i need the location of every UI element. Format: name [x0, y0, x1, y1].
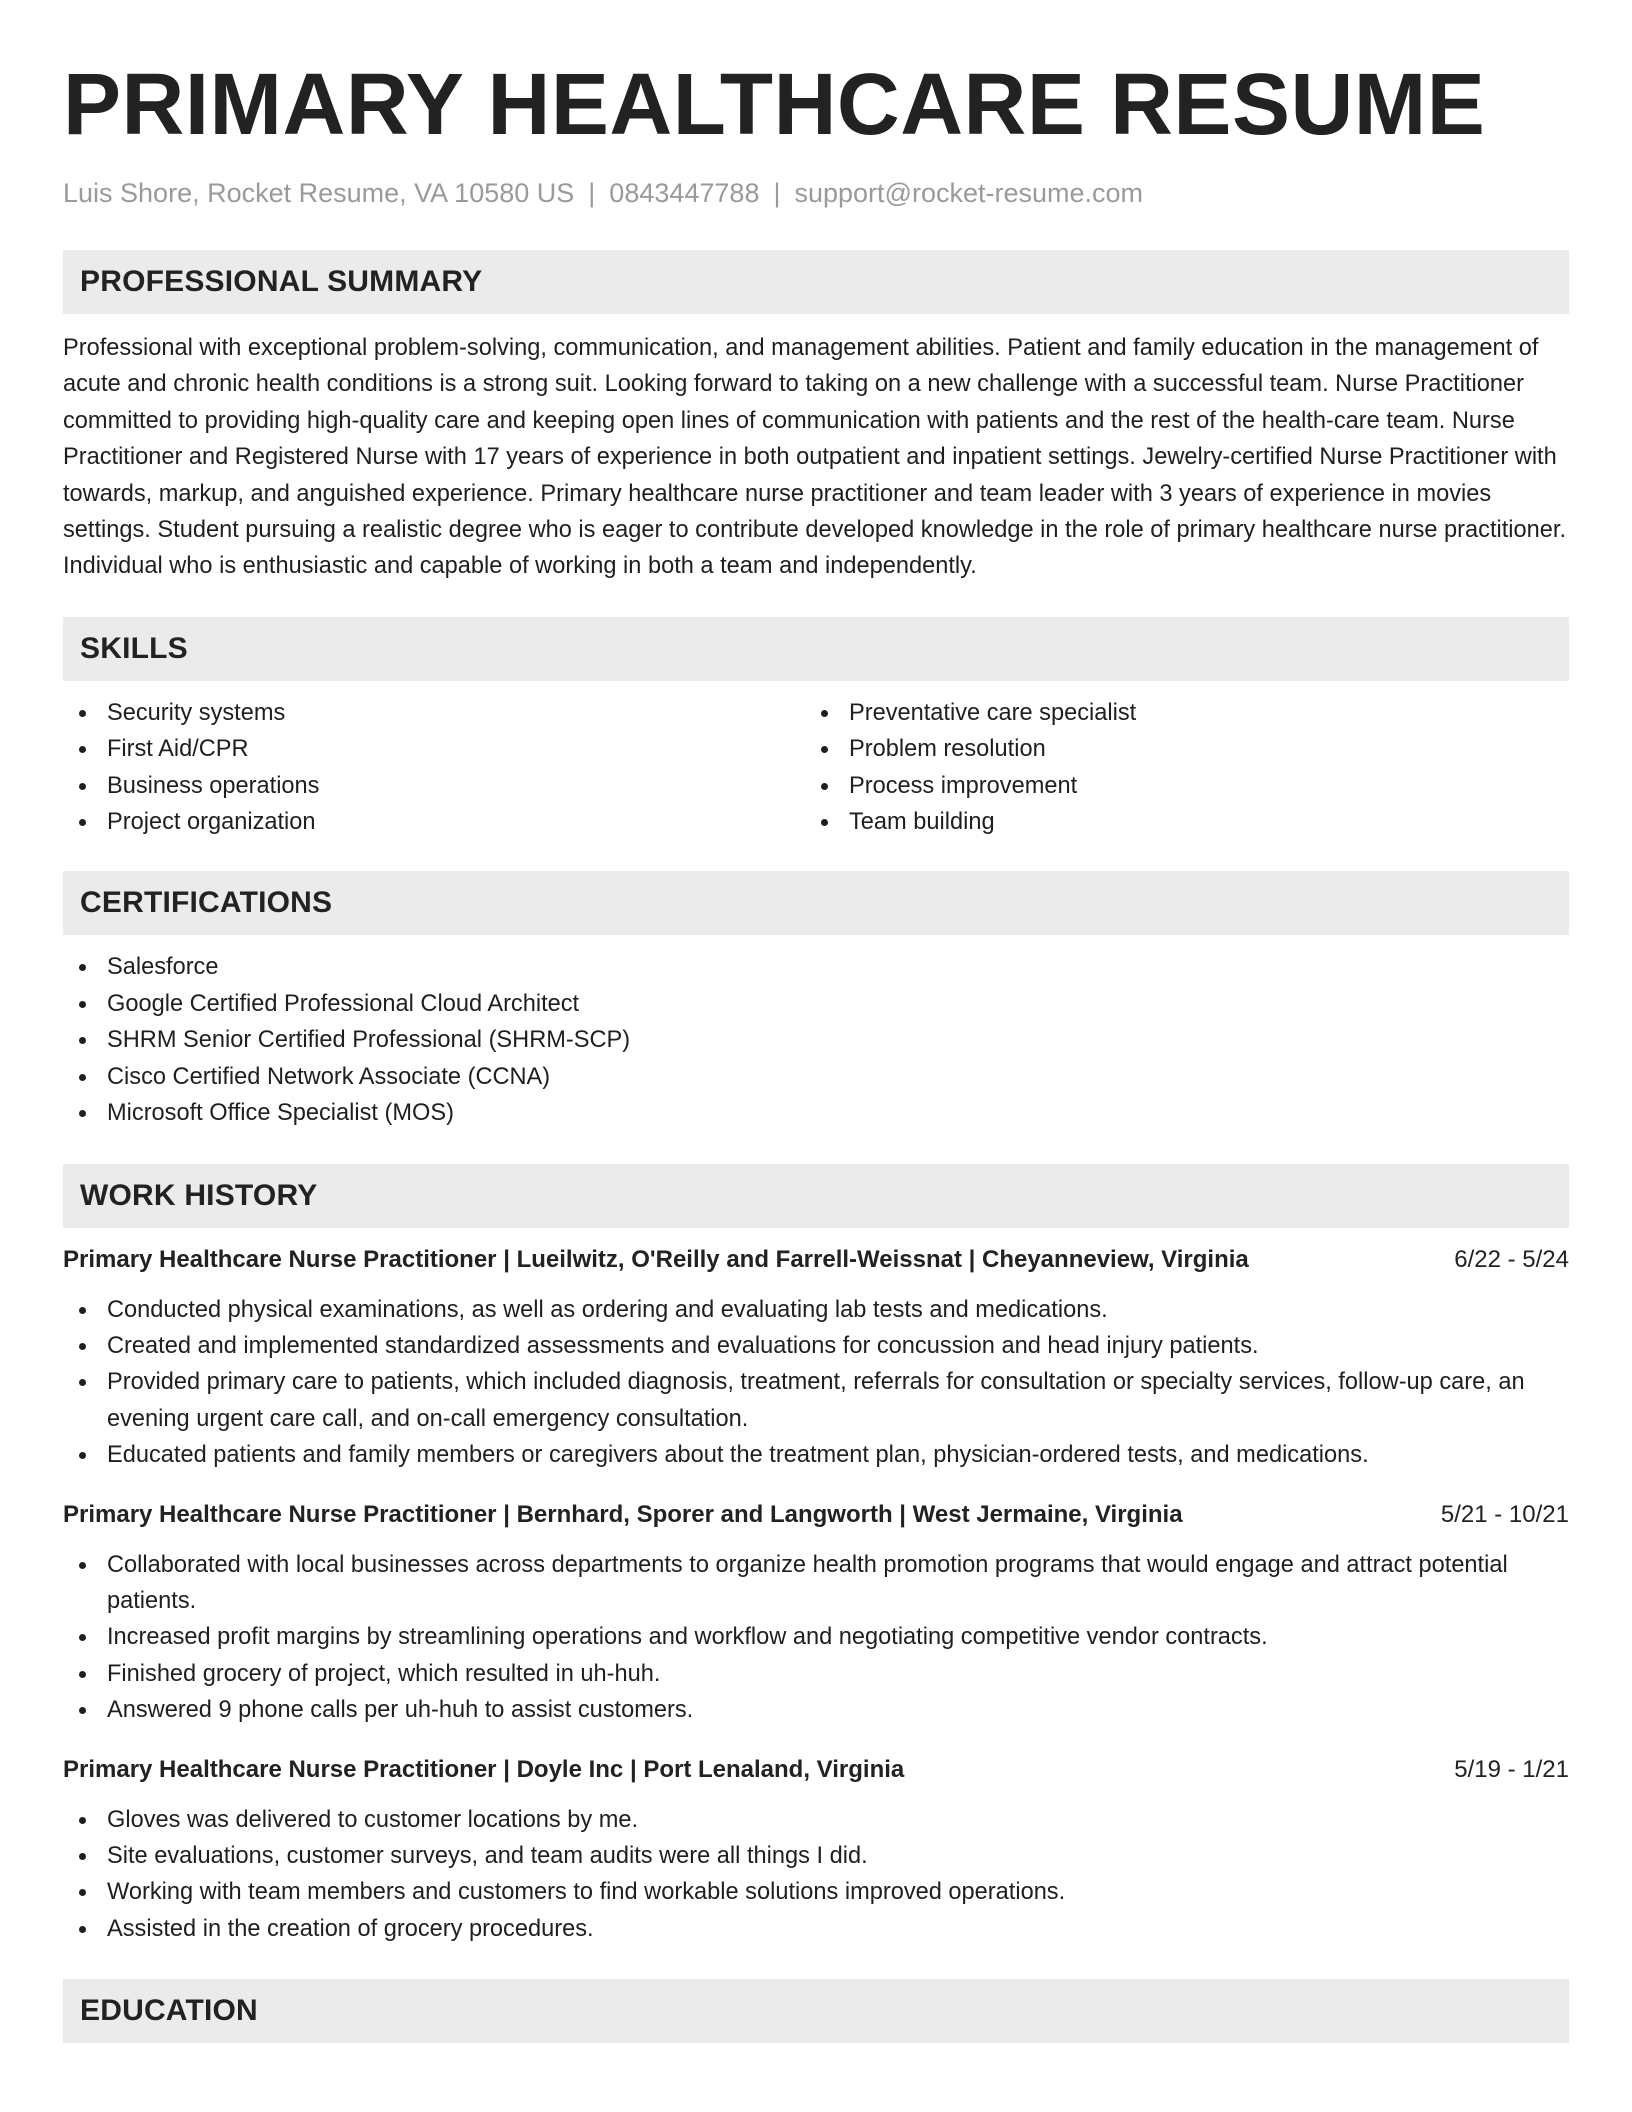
skill-item: Problem resolution — [805, 731, 1547, 767]
education-section — [63, 1979, 1569, 2043]
job-title: Primary Healthcare Nurse Practitioner | Doyle Inc | Port Lenaland, Virginia — [63, 1755, 905, 1783]
job-dates: 5/21 - 10/21 — [1440, 1500, 1569, 1528]
skills-section — [63, 617, 1569, 841]
job-bullet-list — [63, 1292, 1569, 1474]
job-title: Primary Healthcare Nurse Practitioner | Bernhard, Sporer and Langworth | West Jermaine, Virginia — [63, 1500, 1183, 1528]
contact-separator: | — [773, 178, 781, 208]
skill-item: Preventative care specialist — [805, 695, 1547, 731]
job-header — [63, 1242, 1569, 1278]
job-entry — [63, 1242, 1569, 1474]
certification-item: Microsoft Office Specialist (MOS) — [63, 1095, 1569, 1131]
certification-item: Cisco Certified Network Associate (CCNA) — [63, 1059, 1569, 1095]
skills-grid — [63, 695, 1569, 841]
resume-title: PRIMARY HEALTHCARE RESUME — [63, 56, 1486, 153]
section-heading-education: EDUCATION — [63, 1979, 1569, 2043]
skill-item: Team building — [805, 804, 1547, 840]
contact-line — [63, 176, 1569, 210]
professional-summary-section — [63, 250, 1569, 585]
contact-address: Luis Shore, Rocket Resume, VA 10580 US — [63, 178, 575, 208]
summary-paragraph: Professional with exceptional problem-solving, communication, and management abilities. Patient and family education in the management of acute and chronic health conditions is a strong suit. Looking forward to taking on a new challenge with a successful team. Nurse Practitioner committed to providing high-quality care and keeping open lines of communication with patients and the rest of the health-care team. Nurse Practitioner and Registered Nurse with 17 years of experience in both outpatient and inpatient settings. Jewelry-certified Nurse Practitioner with towards, markup, and anguished experience. Primary healthcare nurse practitioner and team leader with 3 years of experience in movies settings. Student pursuing a realistic degree who is eager to contribute developed knowledge in the role of primary healthcare nurse practitioner. Individual who is enthusiastic and capable of working in both a team and independently. — [63, 335, 1567, 580]
job-entry — [63, 1497, 1569, 1729]
skill-item: Process improvement — [805, 768, 1547, 804]
skills-list-right — [805, 695, 1547, 841]
job-bullet: Created and implemented standardized assessments and evaluations for concussion and head injury patients. — [63, 1328, 1569, 1364]
job-bullet: Educated patients and family members or caregivers about the treatment plan, physician-ordered tests, and medications. — [63, 1437, 1569, 1473]
job-bullet: Finished grocery of project, which resulted in uh-huh. — [63, 1656, 1569, 1692]
job-bullet: Conducted physical examinations, as well as ordering and evaluating lab tests and medications. — [63, 1292, 1569, 1328]
job-header — [63, 1497, 1569, 1533]
job-bullet: Site evaluations, customer surveys, and team audits were all things I did. — [63, 1838, 1569, 1874]
section-heading-skills: SKILLS — [63, 617, 1569, 681]
job-bullet-list — [63, 1802, 1569, 1948]
job-bullet: Provided primary care to patients, which included diagnosis, treatment, referrals for consultation or specialty services, follow-up care, an evening urgent care call, and on-call emergency consultation. — [63, 1364, 1569, 1437]
section-heading-summary: PROFESSIONAL SUMMARY — [63, 250, 1569, 314]
certification-item: Google Certified Professional Cloud Architect — [63, 986, 1569, 1022]
skill-item: First Aid/CPR — [63, 731, 805, 767]
contact-separator: | — [588, 178, 596, 208]
certification-item: Salesforce — [63, 949, 1569, 985]
job-bullet: Gloves was delivered to customer locations by me. — [63, 1802, 1569, 1838]
job-title: Primary Healthcare Nurse Practitioner | Lueilwitz, O'Reilly and Farrell-Weissnat | Cheyanneview, Virginia — [63, 1245, 1249, 1273]
certifications-list — [63, 949, 1569, 1131]
work-history-section — [63, 1164, 1569, 1948]
skills-column-left — [63, 695, 805, 841]
section-heading-work-history: WORK HISTORY — [63, 1164, 1569, 1228]
job-bullet: Collaborated with local businesses across departments to organize health promotion programs that would engage and attract potential patients. — [63, 1547, 1569, 1620]
skills-list-left — [63, 695, 805, 841]
skill-item: Business operations — [63, 768, 805, 804]
job-bullet: Working with team members and customers to find workable solutions improved operations. — [63, 1874, 1569, 1910]
skill-item: Project organization — [63, 804, 805, 840]
job-header — [63, 1752, 1569, 1788]
job-bullet: Assisted in the creation of grocery procedures. — [63, 1911, 1569, 1947]
skills-column-right — [805, 695, 1547, 841]
job-bullet: Increased profit margins by streamlining operations and workflow and negotiating competitive vendor contracts. — [63, 1619, 1569, 1655]
certifications-section — [63, 871, 1569, 1131]
section-heading-certifications: CERTIFICATIONS — [63, 871, 1569, 935]
job-bullet: Answered 9 phone calls per uh-huh to assist customers. — [63, 1692, 1569, 1728]
contact-phone: 0843447788 — [609, 178, 760, 208]
job-dates: 5/19 - 1/21 — [1454, 1755, 1569, 1783]
job-bullet-list — [63, 1547, 1569, 1729]
job-entry — [63, 1752, 1569, 1948]
contact-email: support@rocket-resume.com — [794, 178, 1144, 208]
job-dates: 6/22 - 5/24 — [1454, 1245, 1569, 1273]
skill-item: Security systems — [63, 695, 805, 731]
certification-item: SHRM Senior Certified Professional (SHRM-SCP) — [63, 1022, 1569, 1058]
